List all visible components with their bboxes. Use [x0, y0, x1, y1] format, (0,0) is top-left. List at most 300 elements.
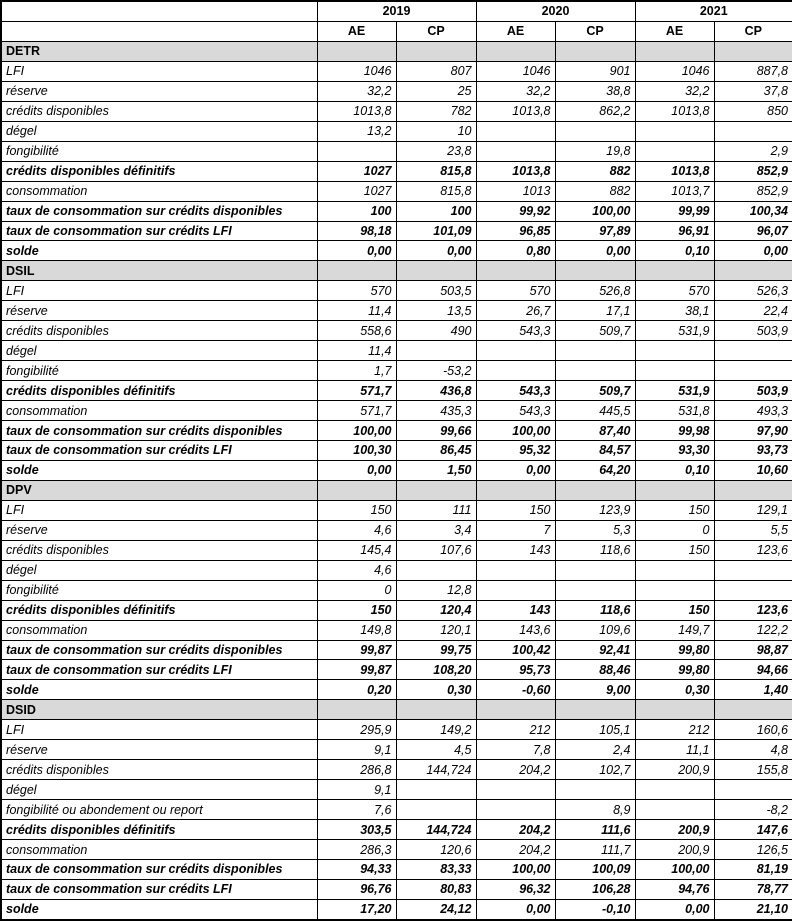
value-cell: 111,6 — [555, 820, 635, 840]
value-cell — [476, 361, 555, 381]
value-cell: 887,8 — [714, 61, 792, 81]
section-title: DPV — [1, 480, 317, 500]
value-cell: 204,2 — [476, 760, 555, 780]
value-cell: 99,80 — [635, 660, 714, 680]
value-cell: 38,1 — [635, 301, 714, 321]
value-cell: 111 — [396, 500, 476, 520]
value-cell: 1013,7 — [635, 181, 714, 201]
value-cell: 98,87 — [714, 640, 792, 660]
value-cell: 99,92 — [476, 201, 555, 221]
value-cell: 286,3 — [317, 840, 396, 860]
value-cell: 32,2 — [635, 81, 714, 101]
value-cell: 10 — [396, 121, 476, 141]
value-cell: 84,57 — [555, 440, 635, 460]
value-cell: 94,33 — [317, 860, 396, 880]
row-label: LFI — [1, 61, 317, 81]
value-cell: 23,8 — [396, 141, 476, 161]
value-cell: 86,45 — [396, 440, 476, 460]
row-label: crédits disponibles définitifs — [1, 161, 317, 181]
value-cell — [317, 141, 396, 161]
section-empty-cell — [476, 480, 555, 500]
section-empty-cell — [476, 261, 555, 281]
section-header-row-dsil — [1, 261, 792, 281]
value-cell: 815,8 — [396, 161, 476, 181]
value-cell: 0,00 — [396, 241, 476, 261]
value-cell: 118,6 — [555, 540, 635, 560]
value-cell: 0,00 — [714, 241, 792, 261]
value-cell: 95,32 — [476, 440, 555, 460]
table-row — [1, 440, 792, 460]
section-header-row-dsid — [1, 700, 792, 720]
row-label: fongibilité — [1, 361, 317, 381]
value-cell: 862,2 — [555, 101, 635, 121]
value-cell: 123,6 — [714, 540, 792, 560]
value-cell: 5,5 — [714, 520, 792, 540]
value-cell: 782 — [396, 101, 476, 121]
value-cell: 1013,8 — [635, 101, 714, 121]
value-cell — [476, 780, 555, 800]
value-cell: 38,8 — [555, 81, 635, 101]
value-cell: 100,34 — [714, 201, 792, 221]
section-empty-cell — [396, 41, 476, 61]
value-cell: 200,9 — [635, 760, 714, 780]
value-cell — [555, 780, 635, 800]
table-row — [1, 780, 792, 800]
value-cell: 94,66 — [714, 660, 792, 680]
value-cell: 96,85 — [476, 221, 555, 241]
value-cell: 95,73 — [476, 660, 555, 680]
year-header-row — [1, 1, 792, 21]
value-cell: 1,40 — [714, 680, 792, 700]
section-header-row-dpv — [1, 480, 792, 500]
value-cell: 88,46 — [555, 660, 635, 680]
row-label: réserve — [1, 520, 317, 540]
section-empty-cell — [476, 700, 555, 720]
year-header-2019: 2019 — [317, 1, 476, 21]
value-cell: 1013,8 — [317, 101, 396, 121]
value-cell — [476, 121, 555, 141]
value-cell: 102,7 — [555, 760, 635, 780]
value-cell — [476, 800, 555, 820]
section-empty-cell — [317, 700, 396, 720]
value-cell — [635, 141, 714, 161]
value-cell: 143 — [476, 600, 555, 620]
table-row — [1, 181, 792, 201]
value-cell: -0,10 — [555, 899, 635, 920]
col-header-ae-2021: AE — [635, 21, 714, 41]
table-row — [1, 321, 792, 341]
value-cell: 4,6 — [317, 560, 396, 580]
col-header-cp-2020: CP — [555, 21, 635, 41]
value-cell: 852,9 — [714, 181, 792, 201]
section-empty-cell — [635, 480, 714, 500]
value-cell: 99,87 — [317, 660, 396, 680]
corner-cell — [1, 1, 317, 21]
value-cell: 4,6 — [317, 520, 396, 540]
value-cell: 105,1 — [555, 720, 635, 740]
value-cell: 204,2 — [476, 840, 555, 860]
value-cell: 1046 — [635, 61, 714, 81]
value-cell: 100,42 — [476, 640, 555, 660]
value-cell: 200,9 — [635, 820, 714, 840]
row-label: LFI — [1, 720, 317, 740]
table-row — [1, 740, 792, 760]
value-cell: 11,1 — [635, 740, 714, 760]
value-cell: 100,00 — [476, 860, 555, 880]
value-cell: 78,77 — [714, 879, 792, 899]
value-cell: 32,2 — [317, 81, 396, 101]
row-label: crédits disponibles — [1, 101, 317, 121]
value-cell: 100 — [317, 201, 396, 221]
value-cell: 882 — [555, 161, 635, 181]
table-row — [1, 341, 792, 361]
value-cell: 7 — [476, 520, 555, 540]
value-cell: 901 — [555, 61, 635, 81]
value-cell: 571,7 — [317, 381, 396, 401]
value-cell: 543,3 — [476, 321, 555, 341]
value-cell: 99,66 — [396, 421, 476, 441]
value-cell: 150 — [635, 500, 714, 520]
row-label: solde — [1, 680, 317, 700]
value-cell: 94,76 — [635, 879, 714, 899]
row-label: crédits disponibles — [1, 760, 317, 780]
section-empty-cell — [317, 41, 396, 61]
row-label: taux de consommation sur crédits disponibles — [1, 860, 317, 880]
value-cell: 99,98 — [635, 421, 714, 441]
row-label: dégel — [1, 780, 317, 800]
value-cell — [476, 341, 555, 361]
value-cell: 852,9 — [714, 161, 792, 181]
value-cell: 19,8 — [555, 141, 635, 161]
value-cell: 96,76 — [317, 879, 396, 899]
table-row — [1, 540, 792, 560]
value-cell: 0,10 — [635, 460, 714, 480]
value-cell: 7,6 — [317, 800, 396, 820]
table-row — [1, 720, 792, 740]
value-cell: 815,8 — [396, 181, 476, 201]
value-cell: -8,2 — [714, 800, 792, 820]
value-cell — [714, 560, 792, 580]
section-empty-cell — [396, 480, 476, 500]
row-label: consommation — [1, 620, 317, 640]
value-cell: 490 — [396, 321, 476, 341]
value-cell — [555, 341, 635, 361]
value-cell: 2,4 — [555, 740, 635, 760]
value-cell: 143,6 — [476, 620, 555, 640]
section-empty-cell — [555, 480, 635, 500]
value-cell: 0,00 — [476, 899, 555, 920]
row-label: dégel — [1, 121, 317, 141]
value-cell — [476, 560, 555, 580]
value-cell: 1013,8 — [635, 161, 714, 181]
row-label: crédits disponibles définitifs — [1, 381, 317, 401]
value-cell: 807 — [396, 61, 476, 81]
section-empty-cell — [714, 700, 792, 720]
value-cell — [555, 361, 635, 381]
value-cell: 126,5 — [714, 840, 792, 860]
section-empty-cell — [317, 480, 396, 500]
value-cell: 1013,8 — [476, 101, 555, 121]
section-empty-cell — [555, 700, 635, 720]
value-cell: 1046 — [317, 61, 396, 81]
row-label: réserve — [1, 81, 317, 101]
table-row — [1, 500, 792, 520]
table-row — [1, 860, 792, 880]
table-row — [1, 580, 792, 600]
value-cell: 2,9 — [714, 141, 792, 161]
row-label: crédits disponibles — [1, 540, 317, 560]
value-cell: 25 — [396, 81, 476, 101]
value-cell: 21,10 — [714, 899, 792, 920]
value-cell — [714, 341, 792, 361]
value-cell: 144,724 — [396, 760, 476, 780]
value-cell: 100,00 — [476, 421, 555, 441]
value-cell: 147,6 — [714, 820, 792, 840]
value-cell — [555, 580, 635, 600]
value-cell — [635, 580, 714, 600]
row-label: dégel — [1, 560, 317, 580]
value-cell — [635, 361, 714, 381]
section-empty-cell — [476, 41, 555, 61]
value-cell: 0,30 — [635, 680, 714, 700]
value-cell: 526,3 — [714, 281, 792, 301]
value-cell — [396, 800, 476, 820]
table-row — [1, 401, 792, 421]
table-row — [1, 201, 792, 221]
value-cell: 149,7 — [635, 620, 714, 640]
section-title: DETR — [1, 41, 317, 61]
table-row — [1, 241, 792, 261]
value-cell — [555, 560, 635, 580]
value-cell: 99,80 — [635, 640, 714, 660]
value-cell — [635, 800, 714, 820]
table-row — [1, 221, 792, 241]
section-header-row-detr — [1, 41, 792, 61]
value-cell — [396, 780, 476, 800]
row-label: crédits disponibles définitifs — [1, 820, 317, 840]
row-label: taux de consommation sur crédits disponibles — [1, 421, 317, 441]
value-cell: 0,30 — [396, 680, 476, 700]
value-cell: 160,6 — [714, 720, 792, 740]
value-cell: 543,3 — [476, 381, 555, 401]
year-header-2020: 2020 — [476, 1, 635, 21]
row-label: consommation — [1, 840, 317, 860]
value-cell: 204,2 — [476, 820, 555, 840]
section-empty-cell — [396, 261, 476, 281]
value-cell: 286,8 — [317, 760, 396, 780]
value-cell: 111,7 — [555, 840, 635, 860]
table-row — [1, 161, 792, 181]
col-header-ae-2020: AE — [476, 21, 555, 41]
table-row — [1, 520, 792, 540]
section-empty-cell — [714, 261, 792, 281]
value-cell: 100,00 — [555, 201, 635, 221]
row-label: fongibilité — [1, 580, 317, 600]
value-cell: 9,00 — [555, 680, 635, 700]
value-cell: 109,6 — [555, 620, 635, 640]
value-cell: 22,4 — [714, 301, 792, 321]
col-header-cp-2021: CP — [714, 21, 792, 41]
row-label: consommation — [1, 181, 317, 201]
value-cell: 93,73 — [714, 440, 792, 460]
value-cell: 570 — [635, 281, 714, 301]
col-header-cp-2019: CP — [396, 21, 476, 41]
value-cell: 107,6 — [396, 540, 476, 560]
value-cell: 99,87 — [317, 640, 396, 660]
value-cell: 26,7 — [476, 301, 555, 321]
value-cell: 509,7 — [555, 381, 635, 401]
value-cell: 509,7 — [555, 321, 635, 341]
value-cell: 1013 — [476, 181, 555, 201]
value-cell: 64,20 — [555, 460, 635, 480]
value-cell: 101,09 — [396, 221, 476, 241]
row-label: taux de consommation sur crédits LFI — [1, 879, 317, 899]
row-label: crédits disponibles — [1, 321, 317, 341]
value-cell: 12,8 — [396, 580, 476, 600]
value-cell: 0,00 — [635, 899, 714, 920]
table-row — [1, 879, 792, 899]
value-cell — [555, 121, 635, 141]
row-label: taux de consommation sur crédits LFI — [1, 221, 317, 241]
value-cell: 120,6 — [396, 840, 476, 860]
value-cell: 80,83 — [396, 879, 476, 899]
row-label: solde — [1, 241, 317, 261]
table-row — [1, 81, 792, 101]
section-empty-cell — [635, 700, 714, 720]
value-cell: 543,3 — [476, 401, 555, 421]
section-empty-cell — [635, 41, 714, 61]
value-cell: 0,20 — [317, 680, 396, 700]
value-cell: 11,4 — [317, 341, 396, 361]
value-cell: 1027 — [317, 181, 396, 201]
value-cell: 100 — [396, 201, 476, 221]
value-cell: 0,00 — [317, 460, 396, 480]
value-cell: 123,6 — [714, 600, 792, 620]
value-cell: 0,80 — [476, 241, 555, 261]
value-cell: 92,41 — [555, 640, 635, 660]
value-cell — [714, 580, 792, 600]
corner-cell — [1, 21, 317, 41]
value-cell: 100,00 — [317, 421, 396, 441]
value-cell: 882 — [555, 181, 635, 201]
value-cell: 531,8 — [635, 401, 714, 421]
table-row — [1, 301, 792, 321]
value-cell — [714, 361, 792, 381]
table-row — [1, 141, 792, 161]
value-cell: 493,3 — [714, 401, 792, 421]
table-row — [1, 421, 792, 441]
value-cell: 0,00 — [476, 460, 555, 480]
value-cell: 120,1 — [396, 620, 476, 640]
row-label: taux de consommation sur crédits LFI — [1, 660, 317, 680]
table-row — [1, 820, 792, 840]
value-cell — [714, 121, 792, 141]
value-cell: 17,1 — [555, 301, 635, 321]
row-label: LFI — [1, 500, 317, 520]
value-cell: 96,32 — [476, 879, 555, 899]
value-cell: 570 — [317, 281, 396, 301]
value-cell: -0,60 — [476, 680, 555, 700]
value-cell: 149,2 — [396, 720, 476, 740]
section-empty-cell — [714, 41, 792, 61]
table-body — [1, 1, 792, 920]
value-cell: 9,1 — [317, 740, 396, 760]
value-cell: 1027 — [317, 161, 396, 181]
row-label: crédits disponibles définitifs — [1, 600, 317, 620]
value-cell: 1013,8 — [476, 161, 555, 181]
table-row — [1, 61, 792, 81]
value-cell — [714, 780, 792, 800]
value-cell: 37,8 — [714, 81, 792, 101]
value-cell: 570 — [476, 281, 555, 301]
table-row — [1, 680, 792, 700]
value-cell — [476, 141, 555, 161]
value-cell: 295,9 — [317, 720, 396, 740]
value-cell: 96,07 — [714, 221, 792, 241]
table-row — [1, 281, 792, 301]
table-row — [1, 899, 792, 920]
value-cell: 98,18 — [317, 221, 396, 241]
value-cell: 8,9 — [555, 800, 635, 820]
value-cell: 13,5 — [396, 301, 476, 321]
value-cell: 503,9 — [714, 321, 792, 341]
value-cell: 150 — [317, 600, 396, 620]
value-cell: 503,9 — [714, 381, 792, 401]
value-cell: 303,5 — [317, 820, 396, 840]
value-cell: 123,9 — [555, 500, 635, 520]
value-cell: 445,5 — [555, 401, 635, 421]
table-row — [1, 101, 792, 121]
value-cell: 212 — [476, 720, 555, 740]
value-cell: 150 — [635, 540, 714, 560]
value-cell — [476, 580, 555, 600]
value-cell: 83,33 — [396, 860, 476, 880]
row-label: fongibilité ou abondement ou report — [1, 800, 317, 820]
value-cell: 4,5 — [396, 740, 476, 760]
table-row — [1, 620, 792, 640]
value-cell: 531,9 — [635, 381, 714, 401]
value-cell: 150 — [635, 600, 714, 620]
row-label: taux de consommation sur crédits disponibles — [1, 640, 317, 660]
value-cell: 145,4 — [317, 540, 396, 560]
table-row — [1, 121, 792, 141]
value-cell: 13,2 — [317, 121, 396, 141]
value-cell: 526,8 — [555, 281, 635, 301]
section-title: DSID — [1, 700, 317, 720]
value-cell: 0,00 — [555, 241, 635, 261]
value-cell: 200,9 — [635, 840, 714, 860]
value-cell: 106,28 — [555, 879, 635, 899]
table-row — [1, 460, 792, 480]
row-label: LFI — [1, 281, 317, 301]
value-cell: 1046 — [476, 61, 555, 81]
section-title: DSIL — [1, 261, 317, 281]
value-cell — [635, 560, 714, 580]
value-cell: 0,00 — [317, 241, 396, 261]
value-cell: 100,09 — [555, 860, 635, 880]
value-cell — [635, 780, 714, 800]
value-cell: 93,30 — [635, 440, 714, 460]
value-cell: 5,3 — [555, 520, 635, 540]
value-cell: 17,20 — [317, 899, 396, 920]
value-cell: 97,89 — [555, 221, 635, 241]
value-cell: 4,8 — [714, 740, 792, 760]
value-cell: 96,91 — [635, 221, 714, 241]
section-empty-cell — [317, 261, 396, 281]
value-cell: 149,8 — [317, 620, 396, 640]
table-row — [1, 760, 792, 780]
value-cell: 87,40 — [555, 421, 635, 441]
